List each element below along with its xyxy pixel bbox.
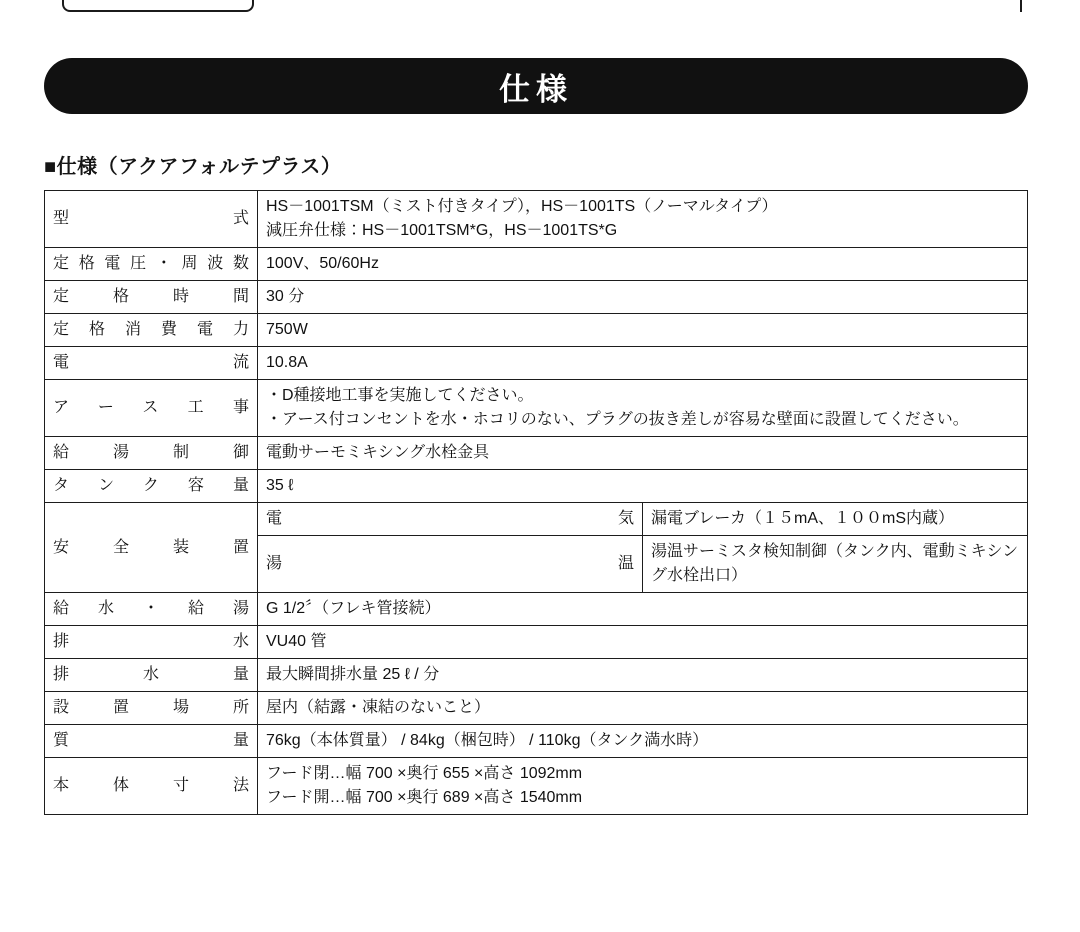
row-label: 安全装置 xyxy=(45,503,258,593)
table-row xyxy=(45,659,1028,692)
row-label: 定格時間 xyxy=(45,281,258,314)
row-value: 30 分 xyxy=(258,281,1028,314)
row-label: 型式 xyxy=(45,191,258,248)
row-label: 定格電圧・周波数 xyxy=(45,248,258,281)
table-row xyxy=(45,470,1028,503)
row-sublabel: 湯温 xyxy=(258,536,643,593)
row-label: 給湯制御 xyxy=(45,437,258,470)
row-value: 76kg（本体質量） / 84kg（梱包時） / 110kg（タンク満水時） xyxy=(258,725,1028,758)
value-line: 減圧弁仕様：HS－1001TSM*G，HS－1001TS*G xyxy=(266,222,618,239)
table-row xyxy=(45,692,1028,725)
row-sublabel: 電気 xyxy=(258,503,643,536)
row-label: 排水 xyxy=(45,626,258,659)
row-value: 35 ℓ xyxy=(258,470,1028,503)
row-value: 最大瞬間排水量 25 ℓ / 分 xyxy=(258,659,1028,692)
row-value: 10.8A xyxy=(258,347,1028,380)
row-label: 定格消費電力 xyxy=(45,314,258,347)
page-title: 仕様 xyxy=(499,71,573,107)
row-value: 電動サーモミキシング水栓金具 xyxy=(258,437,1028,470)
row-value: 湯温サーミスタ検知制御（タンク内、電動ミキシング水栓出口） xyxy=(643,536,1028,593)
row-value: 屋内（結露・凍結のないこと） xyxy=(258,692,1028,725)
table-row xyxy=(45,503,1028,536)
table-row xyxy=(45,437,1028,470)
top-rule-fragment-right xyxy=(1020,0,1080,12)
row-label: 設置場所 xyxy=(45,692,258,725)
value-line: フード閉…幅 700 ×奥行 655 ×高さ 1092mm xyxy=(266,765,583,782)
row-value xyxy=(258,758,1028,815)
table-row xyxy=(45,626,1028,659)
row-label: 排水量 xyxy=(45,659,258,692)
value-line: ・アース付コンセントを水・ホコリのない、プラグの抜き差しが容易な壁面に設置してください。 xyxy=(266,411,969,428)
row-label: 本体寸法 xyxy=(45,758,258,815)
row-value: 漏電ブレーカ（１５mA、１００mS内蔵） xyxy=(643,503,1028,536)
row-value xyxy=(258,191,1028,248)
table-row xyxy=(45,347,1028,380)
table-row xyxy=(45,314,1028,347)
section-heading: ■仕様（アクアフォルテプラス） xyxy=(44,156,342,178)
row-value: 750W xyxy=(258,314,1028,347)
value-line: HS－1001TSM（ミスト付きタイプ），HS－1001TS（ノーマルタイプ） xyxy=(266,198,778,215)
row-label: 電流 xyxy=(45,347,258,380)
value-line: ・D種接地工事を実施してください。 xyxy=(266,387,534,404)
table-row xyxy=(45,593,1028,626)
value-line: フード開…幅 700 ×奥行 689 ×高さ 1540mm xyxy=(266,789,583,806)
row-value xyxy=(258,380,1028,437)
specification-table xyxy=(44,190,1028,815)
table-row xyxy=(45,758,1028,815)
row-label: 給水・給湯 xyxy=(45,593,258,626)
row-label: タンク容量 xyxy=(45,470,258,503)
page-title-banner xyxy=(44,58,1028,114)
row-value: G 1/2〞（フレキ管接続） xyxy=(258,593,1028,626)
page-top-fragment xyxy=(0,0,1080,22)
top-tab-fragment-left xyxy=(62,0,254,12)
row-label: 質量 xyxy=(45,725,258,758)
row-label: アース工事 xyxy=(45,380,258,437)
row-value: 100V、50/60Hz xyxy=(258,248,1028,281)
row-value: VU40 管 xyxy=(258,626,1028,659)
table-row xyxy=(45,725,1028,758)
table-row xyxy=(45,380,1028,437)
table-row xyxy=(45,281,1028,314)
table-row xyxy=(45,248,1028,281)
table-row xyxy=(45,191,1028,248)
